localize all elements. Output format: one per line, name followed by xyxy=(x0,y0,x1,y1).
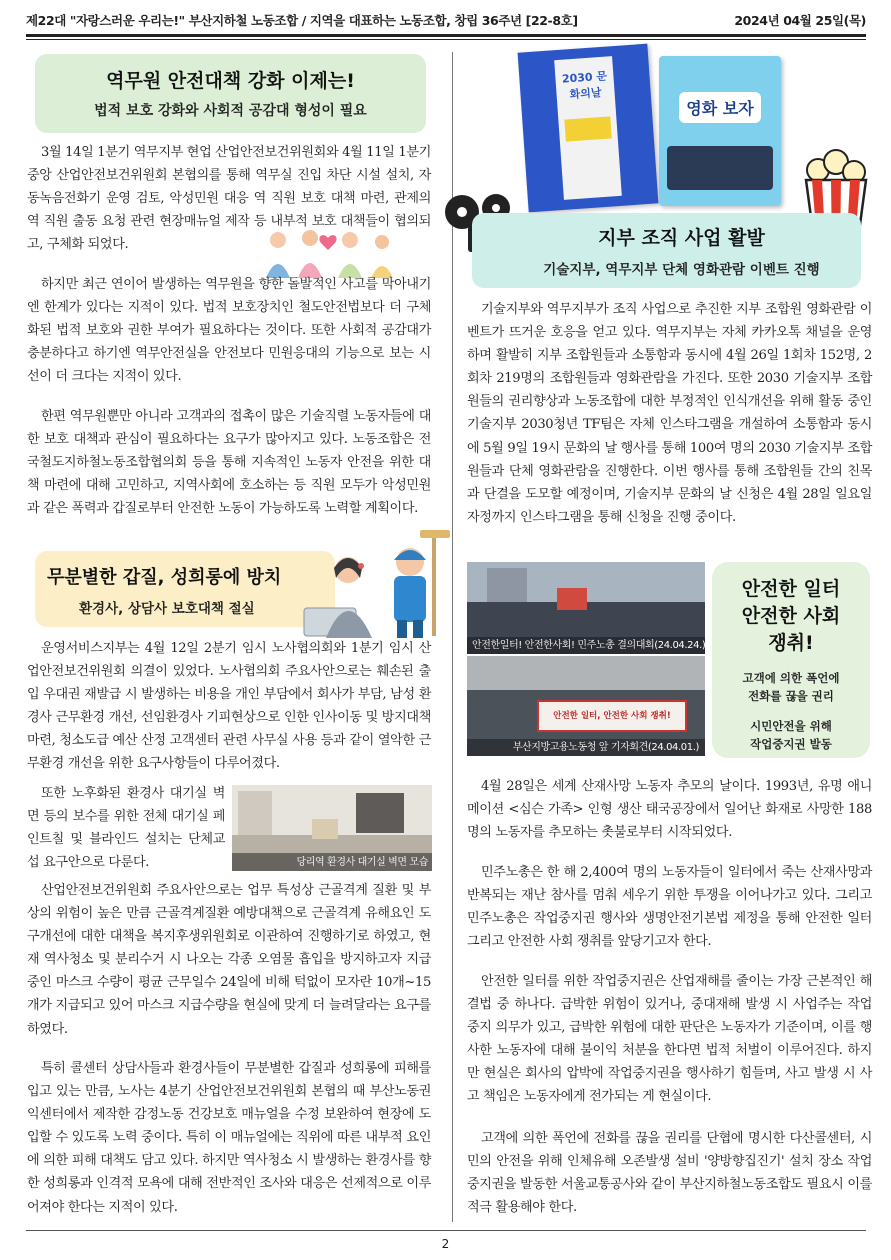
people-illustration xyxy=(258,228,398,278)
worker-body xyxy=(394,576,426,622)
workers-illustration xyxy=(298,528,458,640)
press-conference-photo xyxy=(467,656,705,756)
hairpin-icon xyxy=(358,563,364,569)
rally-caption: 안전한일터! 안전한사회! 민주노총 결의대회(24.04.24.) xyxy=(472,640,705,651)
press-banner-text: 안전한 일터, 안전한 사회 쟁취! xyxy=(553,711,671,721)
poster-movie xyxy=(659,56,781,206)
article4-paragraph-3: 안전한 일터를 위한 작업중지권은 산업재해를 줄이는 가장 근본적인 해결법 중 하나다. 급박한 위험이 있거나, 중대재해 발생 시 사업주는 작업 중지 의무가 있고, 급박한 위험에 대한 판단은 노동자가 기준이며, 이를 행사한 노동자에 대해 불이익 처분을 한다면 법적 처벌이 이루어진다. 하지만 현실은 회사의 압박에 작업중지권을 행사하기 힘들며, 사고 발생 시 사고 책임은 노동자에게 전가되는 게 현실이다. xyxy=(467,974,872,1105)
masthead-date: 2024년 04월 25일(목) xyxy=(734,13,866,28)
worker-cap xyxy=(394,550,426,560)
article2-paragraph-1: 운영서비스지부는 4월 12일 2분기 임시 노사협의회와 1분기 임시 산업안전보건위원회 의결이 있었다. 노사협의회 주요사안으로는 훼손된 출입 우대권 재발급 시 발생하는 비용을 개인 부담에서 회사가 부담, 남성 환경사 근무환경 개선, 선임환경사 기피현상으로 인한 인사이동 및 방지대책 마련, 청소도급 예산 산정 고객센터 관련 사무실 사용 등과 같이 열악한 근무환경 개선을 위한 요구사항들이 다루어졌다. xyxy=(27,641,431,772)
person-head-1 xyxy=(270,232,286,248)
sidebox-point-1-line-1: 고객에 의한 폭언에 xyxy=(742,671,840,685)
sidebox-heading-line-1: 안전한 일터 xyxy=(741,578,841,600)
person-head-3 xyxy=(342,232,358,248)
article4-paragraph-4: 고객에 의한 폭언에 전화를 끊을 권리를 단협에 명시한 다산콜센터, 시민의 안전을 위해 인체유해 오존발생 설비 '양방향집진기' 설치 장소 작업중지권을 발동한 서울교통공사와 같이 부산지하철노동조합도 필요시 이를 적극 활용해야 한다. xyxy=(467,1131,872,1216)
masthead-rule xyxy=(26,34,866,37)
photo-chair xyxy=(312,819,338,839)
worker-leg-right xyxy=(413,620,423,638)
poster-2030-badge xyxy=(564,116,611,141)
article3-paragraph: 기술지부와 역무지부가 조직 사업으로 추진한 지부 조합원 영화관람 이벤트가 뜨거운 호응을 얻고 있다. 역무지부는 자체 카카오톡 채널을 운영하며 활발히 지부 조합원들과 소통함과 동시에 4월 26일 1회차 152명, 2회차 219명의 조합원들과 영화관람을 가진다. 또한 2030 기술지부 조합원들의 권리향상과 노동조합에 대한 부정적인 인식개선을 위해 활동 중인 기술지부 2030청년 TF팀은 자체 인스타그램을 개설하여 소통함과 동시에 5월 9일 19시 문화의 날 행사를 통해 100여 명의 2030 기술지부 조합원들과 단체 영화관람을 진행한다. 이번 행사를 통해 조합원들 간의 친목과 단결을 도모할 예정이며, 기술지부 문화의 날 신청은 4월 28일 일요일 자정까지 인스타그램을 통해 신청을 진행 중이다. xyxy=(467,302,872,525)
rally-flag xyxy=(557,588,587,610)
article4-paragraph-1: 4월 28일은 세계 산재사망 노동자 추모의 날이다. 1993년, 유명 애니메이션 <심슨 가족> 인형 생산 태국공장에서 일어난 화재로 사망한 188명의 노동자를 추모하는 촛불로부터 시작되었다. xyxy=(467,779,872,841)
article2-paragraph-2: 또한 노후화된 환경사 대기실 벽면 등의 보수를 위한 전체 대기실 페인트칠 및 블라인드 설치는 단체교섭 요구안으로 다룬다. xyxy=(27,786,225,871)
sidebox-heading-line-2: 안전한 사회 xyxy=(741,605,841,627)
article4-paragraph-2: 민주노총은 한 해 2,400여 명의 노동자들이 일터에서 죽는 산재사망과 반복되는 재난 참사를 멈춰 세우기 위한 투쟁을 이어나가고 있다. 그리고 민주노총은 작업중지권 행사와 생명안전기본법 제정을 통해 안전한 일터 그리고 안전한 사회 쟁취를 앞당기고자 한다. xyxy=(467,865,872,950)
protest-rally-photo xyxy=(467,562,705,654)
film-reel-left-hub xyxy=(457,207,467,217)
photo-stain xyxy=(238,791,272,835)
sidebox-heading-line-3: 쟁취! xyxy=(768,632,814,654)
waiting-room-photo xyxy=(232,785,432,871)
article1-paragraph-3: 한편 역무원뿐만 아니라 고객과의 접촉이 많은 기술직렬 노동자들에 대한 보호 대책과 관심이 필요하다는 요구가 많아지고 있다. 노동조합은 전국철도지하철노동조합협의회 등을 통해 지속적인 노동자 안전을 위한 대책 마련에 대해 고민하고, 지역사회에 호소하는 등 직원 모두가 악성민원과 같은 폭력과 갑질로부터 안전한 노동이 가능하도록 노력할 계획이다. xyxy=(27,409,431,517)
article1-paragraph-2: 하지만 최근 연이어 발생하는 역무원을 향한 돌발적인 사고를 막아내기엔 한계가 있다는 지적이 있다. 법적 보호장치인 철도안전법보다 더 구체화된 법적 보호와 권한 부여가 필요하다는 것이다. 또한 사회적 공감대가 충분하다고 하기엔 역무안전실을 안전보다 민원응대의 기능으로 보는 시선이 더 크다는 지적이 있다. xyxy=(27,277,431,385)
waiting-room-caption: 당리역 환경사 대기실 벽면 모습 xyxy=(296,857,428,868)
sidebox-point-2-line-1: 시민안전을 위해 xyxy=(750,719,832,733)
footer-rule xyxy=(26,1230,866,1231)
sidebox-point-2-line-2: 작업중지권 발동 xyxy=(750,737,832,751)
article1-paragraph-1: 3월 14일 1분기 역무지부 현업 산업안전보건위원회와 4월 11일 1분기 중앙 산업안전보건위원회 본협의를 통해 역무실 진입 차단 시설 설치, 자동녹음전화기 운영 검토, 악성민원 대응 역 직원 보호 대책 마련, 관제의 역 직원 출동 요청 관련 현장매뉴얼 제작 등 내부적 보호 대책들이 협의되고, 구체화 되었다. xyxy=(27,145,431,253)
person-head-2 xyxy=(302,230,318,246)
poster-movie-text: 영화 보자 xyxy=(679,92,761,123)
person-head-4 xyxy=(375,235,389,249)
article2-paragraph-3: 산업안전보건위원회 주요사안으로는 업무 특성상 근골격계 질환 및 부상의 위험이 높은 만큼 근골격계질환 예방대책으로 근골격계 유해요인 도구개선에 대한 대책을 복지후생위원회로 이관하여 진행하기로 하였고, 현재 역사청소 및 분리수거 시 나오는 각종 오염물 흡입을 방지하고자 지급 중인 마스크 수량이 평균 근무일수 24일에 비해 턱없이 모자란 10개~15개가 지급되고 있어 마스크 지급수량을 현실에 맞게 더 늘려달라는 요구를 하였다. xyxy=(27,883,431,1037)
article1-heading xyxy=(35,54,426,133)
article2-title: 무분별한 갑질, 성희롱에 방치 xyxy=(47,567,282,588)
photo-shelf xyxy=(356,793,404,833)
article4-sidebox xyxy=(712,562,870,758)
article3-subtitle: 기술지부, 역무지부 단체 영화관람 이벤트 진행 xyxy=(543,262,820,278)
press-banner xyxy=(537,700,687,732)
page-number: 2 xyxy=(441,1237,450,1251)
broom-handle xyxy=(432,532,436,636)
heart-icon xyxy=(319,235,336,250)
masthead-title: 제22대 "자랑스러운 우리는!" 부산지하철 노동조합 / 지역을 대표하는 노동조합, 창립 36주년 [22-8호] xyxy=(26,13,578,28)
article3-title: 지부 조직 사업 활발 xyxy=(598,227,765,249)
article1-title: 역무원 안전대책 강화 이제는! xyxy=(106,70,355,92)
article2-paragraph-4: 특히 콜센터 상담사들과 환경사들이 무분별한 갑질과 성희롱에 피해를 입고 있는 만큼, 노사는 4분기 산업안전보건위원회 본협의 때 부산노동권익센터에서 제작한 감정노동 건강보호 매뉴얼을 수정 보완하여 현장에 도입할 수 있도록 노력 중이다. 특히 이 매뉴얼에는 직위에 따른 내부적 요인에 의한 피해 대책도 담고 있다. 하지만 역사청소 시 발생하는 환경사를 향한 성희롱과 인격적 모욕에 대해 전반적인 조사와 대응은 선제적으로 이루어져야 한다는 지적이 있다. xyxy=(27,1061,431,1215)
worker-leg-left xyxy=(397,620,407,638)
press-conference-caption: 부산지방고용노동청 앞 기자회견(24.04.01.) xyxy=(512,742,699,753)
sidebox-point-1-line-2: 전화를 끊을 권리 xyxy=(748,689,834,703)
article1-subtitle: 법적 보호 강화와 사회적 공감대 형성이 필요 xyxy=(94,103,367,119)
article3-heading xyxy=(472,213,861,288)
broom-head xyxy=(420,530,450,538)
masthead-rule-thin xyxy=(26,39,866,40)
poster-2030-text: 2030 문화의날 xyxy=(561,69,608,102)
poster-movie-audience xyxy=(667,146,773,190)
film-reel-right-hub xyxy=(492,204,500,212)
article2-heading xyxy=(35,551,335,627)
article2-subtitle: 환경사, 상담사 보호대책 절실 xyxy=(79,601,255,617)
poster-2030 xyxy=(518,44,659,213)
